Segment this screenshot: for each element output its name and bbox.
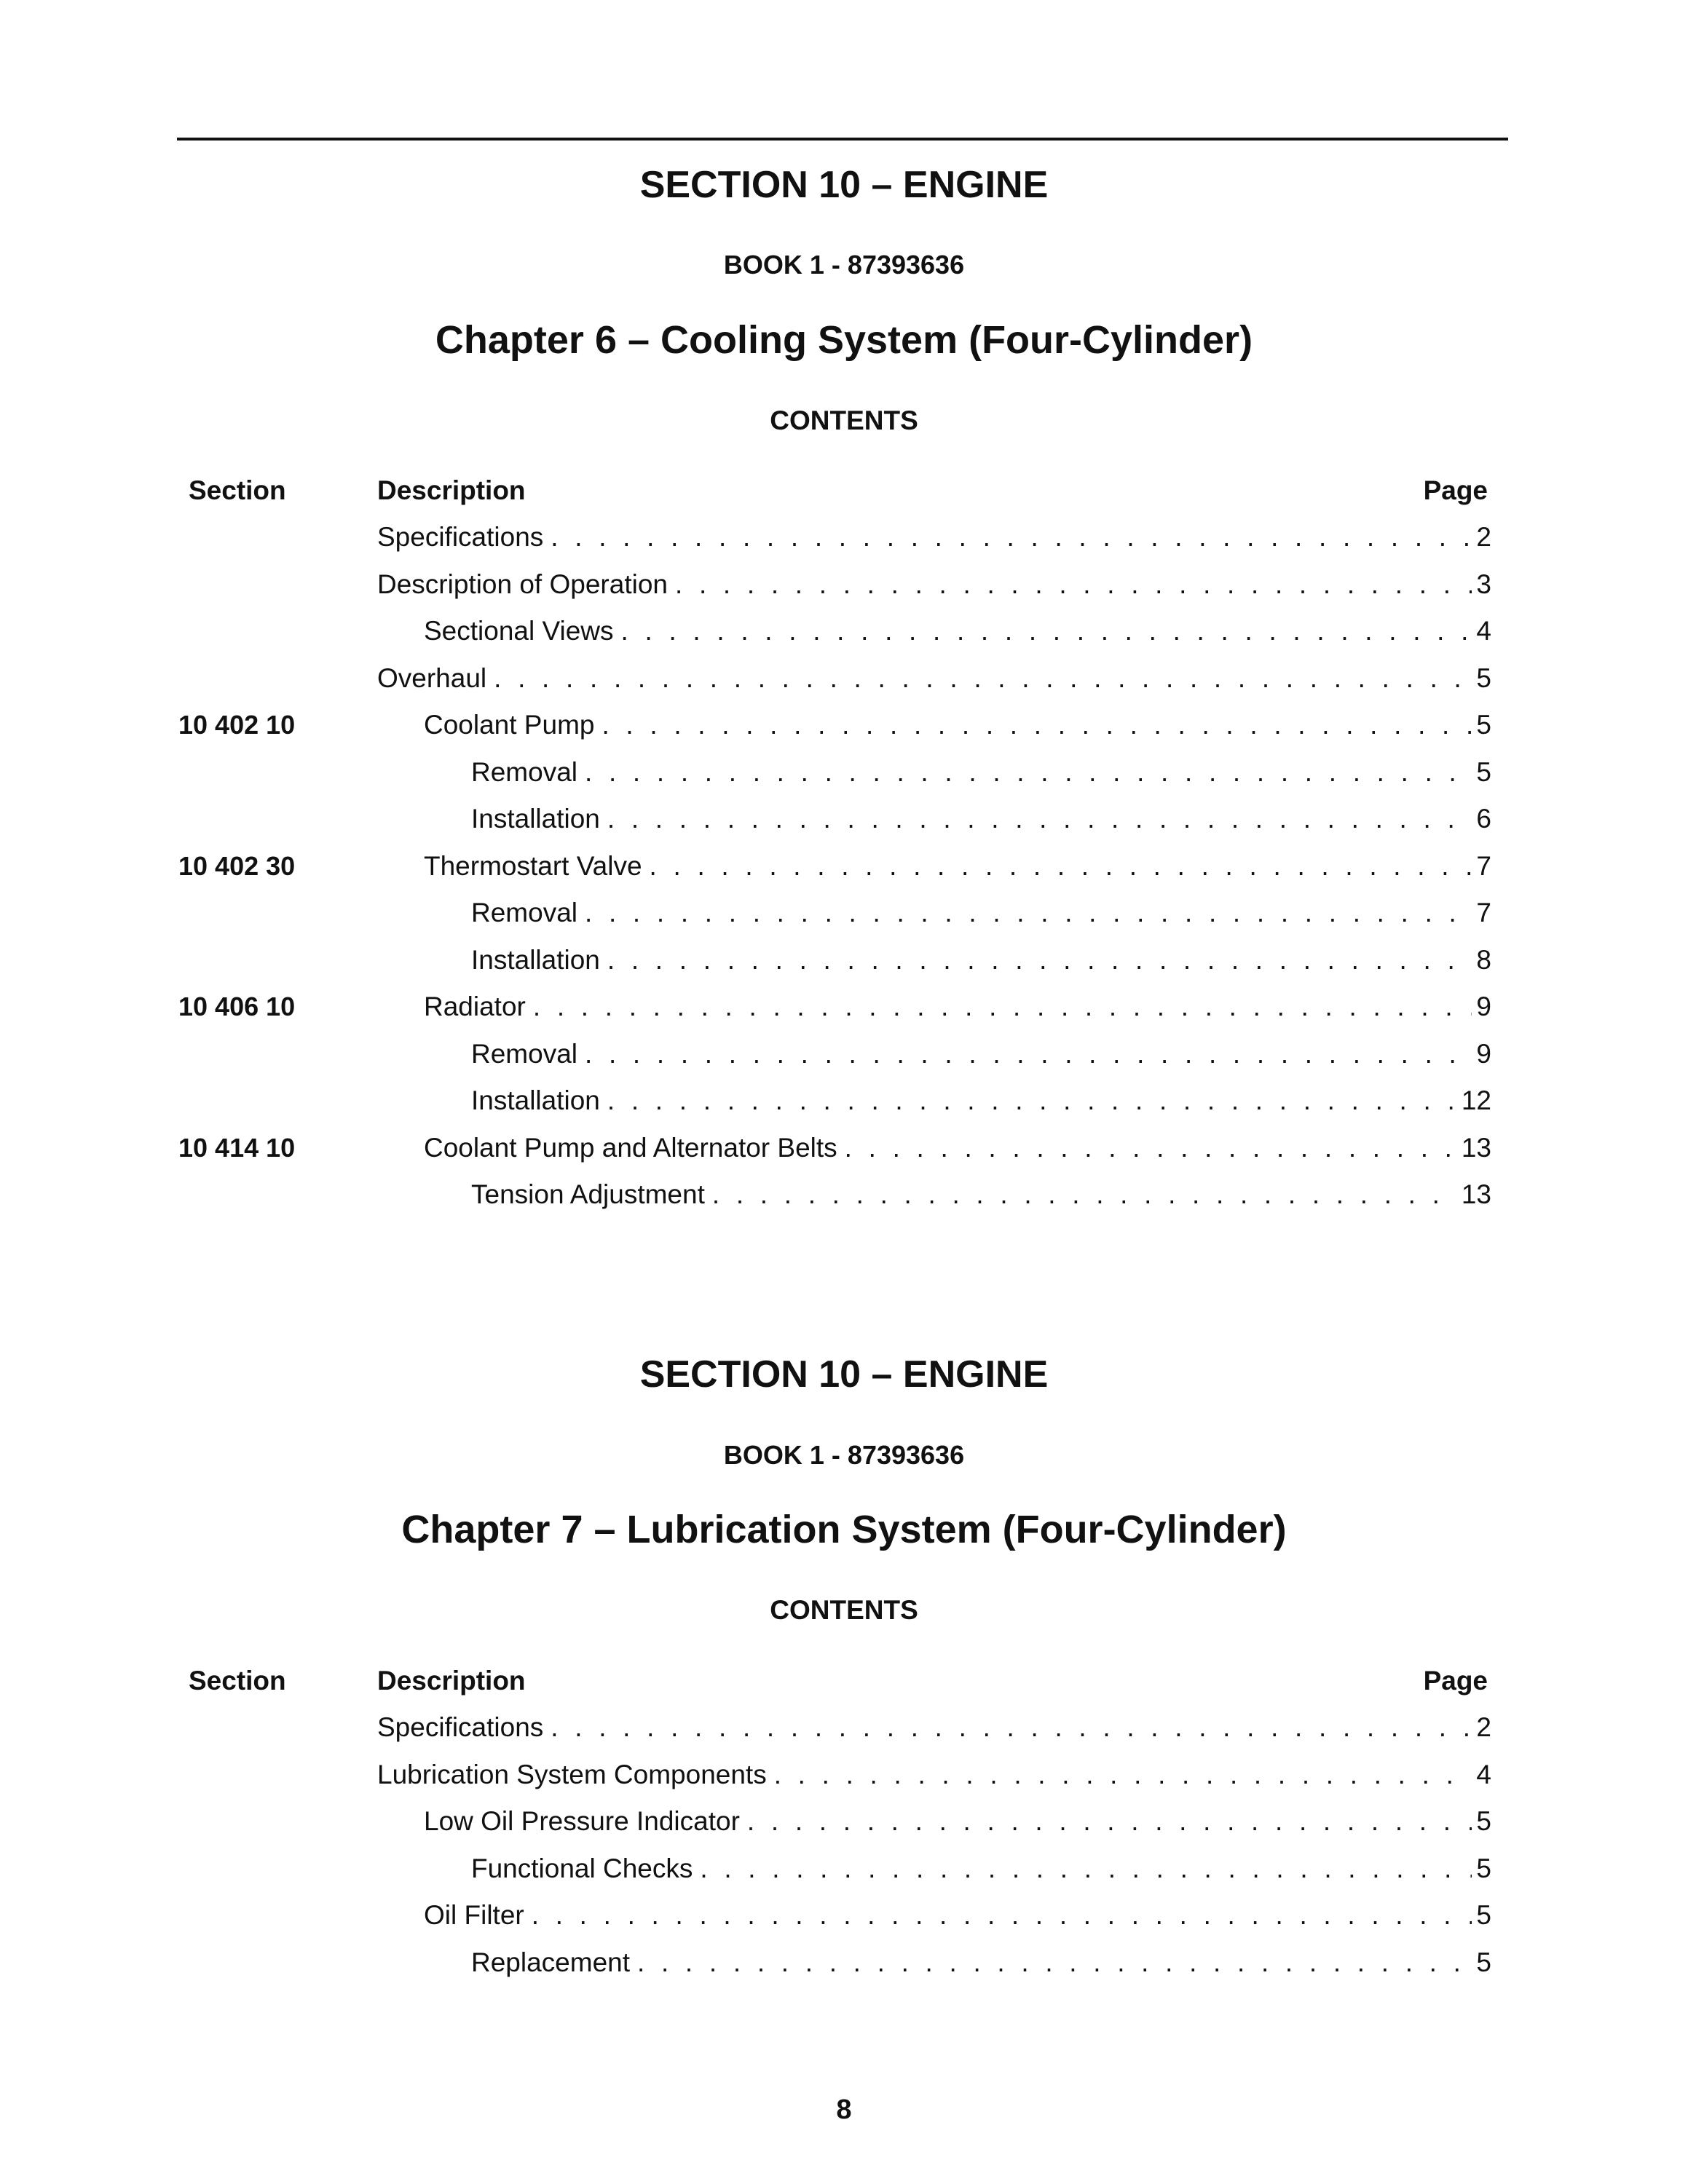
toc-entry[interactable] bbox=[0, 1132, 1688, 1179]
toc-list bbox=[0, 1712, 1688, 1993]
toc-entry[interactable] bbox=[0, 1038, 1688, 1085]
toc-entry[interactable] bbox=[0, 756, 1688, 804]
entry-page: 5 bbox=[1476, 756, 1491, 787]
entry-label: Low Oil Pressure Indicator bbox=[424, 1806, 740, 1836]
dot-leader bbox=[700, 1853, 1472, 1885]
toc-entry[interactable] bbox=[0, 1899, 1688, 1947]
toc-entry[interactable] bbox=[0, 1179, 1688, 1226]
page-number: 8 bbox=[836, 2094, 852, 2125]
dot-leader bbox=[585, 897, 1472, 929]
dot-leader bbox=[602, 709, 1472, 741]
dot-leader bbox=[607, 1085, 1457, 1117]
entry-label: Description of Operation bbox=[377, 569, 668, 599]
contents-heading: CONTENTS bbox=[770, 405, 918, 435]
dot-leader bbox=[585, 1038, 1472, 1070]
top-rule bbox=[177, 138, 1508, 141]
toc-entry[interactable] bbox=[0, 803, 1688, 850]
entry-page: 2 bbox=[1476, 1712, 1491, 1742]
entry-page: 3 bbox=[1476, 569, 1491, 599]
entry-label: Installation bbox=[471, 804, 600, 834]
entry-label: Installation bbox=[471, 1085, 600, 1115]
section-code: 10 414 10 bbox=[178, 1132, 296, 1163]
entry-page: 7 bbox=[1476, 850, 1491, 881]
entry-label: Functional Checks bbox=[471, 1853, 693, 1883]
toc-entry[interactable] bbox=[0, 1947, 1688, 1994]
toc-entry[interactable] bbox=[0, 569, 1688, 616]
toc-entry[interactable] bbox=[0, 1712, 1688, 1759]
entry-label: Coolant Pump and Alternator Belts bbox=[424, 1132, 837, 1163]
entry-page: 4 bbox=[1476, 1759, 1491, 1789]
chapter-title: Chapter 6 – Cooling System (Four-Cylinder) bbox=[435, 318, 1253, 362]
dot-leader bbox=[551, 521, 1472, 553]
entry-page: 2 bbox=[1476, 522, 1491, 552]
toc-entry[interactable] bbox=[0, 1085, 1688, 1132]
toc-entry[interactable] bbox=[0, 850, 1688, 898]
column-header-page: Page bbox=[1423, 475, 1488, 505]
entry-label: Tension Adjustment bbox=[471, 1179, 705, 1209]
column-header-description: Description bbox=[377, 1666, 526, 1696]
entry-page: 4 bbox=[1476, 616, 1491, 646]
entry-label: Thermostart Valve bbox=[424, 850, 642, 881]
toc-list bbox=[0, 521, 1688, 1226]
entry-label: Specifications bbox=[377, 1712, 544, 1742]
entry-page: 6 bbox=[1476, 804, 1491, 834]
entry-page: 9 bbox=[1476, 1038, 1491, 1069]
dot-leader bbox=[532, 1899, 1472, 1931]
toc-entry[interactable] bbox=[0, 709, 1688, 756]
dot-leader bbox=[774, 1759, 1472, 1791]
entry-page: 9 bbox=[1476, 992, 1491, 1021]
dot-leader bbox=[650, 850, 1472, 882]
dot-leader bbox=[585, 756, 1472, 788]
section-title: SECTION 10 – ENGINE bbox=[639, 164, 1049, 206]
entry-label: Sectional Views bbox=[424, 616, 614, 646]
section-title: SECTION 10 – ENGINE bbox=[639, 1353, 1049, 1396]
entry-label: Removal bbox=[471, 898, 577, 927]
section-code: 10 406 10 bbox=[178, 992, 296, 1021]
chapter-title: Chapter 7 – Lubrication System (Four-Cylinder) bbox=[401, 1508, 1287, 1551]
dot-leader bbox=[621, 615, 1472, 647]
toc-entry[interactable] bbox=[0, 944, 1688, 992]
column-header-page: Page bbox=[1423, 1666, 1488, 1696]
entry-label: Radiator bbox=[424, 992, 526, 1021]
entry-page: 7 bbox=[1476, 898, 1491, 927]
dot-leader bbox=[747, 1805, 1472, 1837]
entry-label: Lubrication System Components bbox=[377, 1759, 767, 1789]
dot-leader bbox=[551, 1712, 1472, 1744]
section-code: 10 402 30 bbox=[178, 850, 296, 881]
book-number: BOOK 1 - 87393636 bbox=[723, 1440, 965, 1470]
entry-page: 5 bbox=[1476, 710, 1491, 740]
entry-page: 8 bbox=[1476, 944, 1491, 975]
column-header-section: Section bbox=[189, 475, 286, 505]
entry-label: Replacement bbox=[471, 1947, 631, 1977]
entry-label: Oil Filter bbox=[424, 1900, 524, 1930]
toc-entry[interactable] bbox=[0, 1853, 1688, 1900]
entry-label: Specifications bbox=[377, 522, 544, 552]
toc-entry[interactable] bbox=[0, 897, 1688, 944]
dot-leader bbox=[637, 1947, 1472, 1979]
entry-label: Removal bbox=[471, 1038, 577, 1069]
entry-page: 5 bbox=[1476, 1853, 1491, 1883]
entry-page: 5 bbox=[1476, 1806, 1491, 1836]
toc-entry[interactable] bbox=[0, 521, 1688, 569]
entry-page: 5 bbox=[1476, 1900, 1491, 1930]
dot-leader bbox=[845, 1132, 1457, 1164]
toc-entry[interactable] bbox=[0, 615, 1688, 662]
contents-heading: CONTENTS bbox=[770, 1595, 918, 1625]
entry-page: 12 bbox=[1461, 1085, 1491, 1115]
entry-label: Removal bbox=[471, 756, 577, 787]
section-code: 10 402 10 bbox=[178, 710, 296, 740]
entry-label: Overhaul bbox=[377, 662, 487, 693]
entry-label: Installation bbox=[471, 944, 600, 975]
entry-label: Coolant Pump bbox=[424, 710, 595, 740]
entry-page: 13 bbox=[1461, 1179, 1491, 1209]
entry-page: 5 bbox=[1476, 662, 1491, 693]
dot-leader bbox=[607, 944, 1472, 976]
column-header-section: Section bbox=[189, 1666, 286, 1696]
dot-leader bbox=[533, 991, 1472, 1023]
toc-entry[interactable] bbox=[0, 1805, 1688, 1853]
entry-page: 13 bbox=[1461, 1132, 1491, 1163]
entry-page: 5 bbox=[1476, 1947, 1491, 1977]
dot-leader bbox=[712, 1179, 1457, 1211]
dot-leader bbox=[494, 662, 1472, 695]
dot-leader bbox=[607, 803, 1472, 835]
toc-entry[interactable] bbox=[0, 991, 1688, 1038]
toc-entry[interactable] bbox=[0, 662, 1688, 710]
book-number: BOOK 1 - 87393636 bbox=[723, 250, 965, 280]
toc-entry[interactable] bbox=[0, 1759, 1688, 1806]
dot-leader bbox=[675, 569, 1472, 601]
column-header-description: Description bbox=[377, 475, 526, 505]
